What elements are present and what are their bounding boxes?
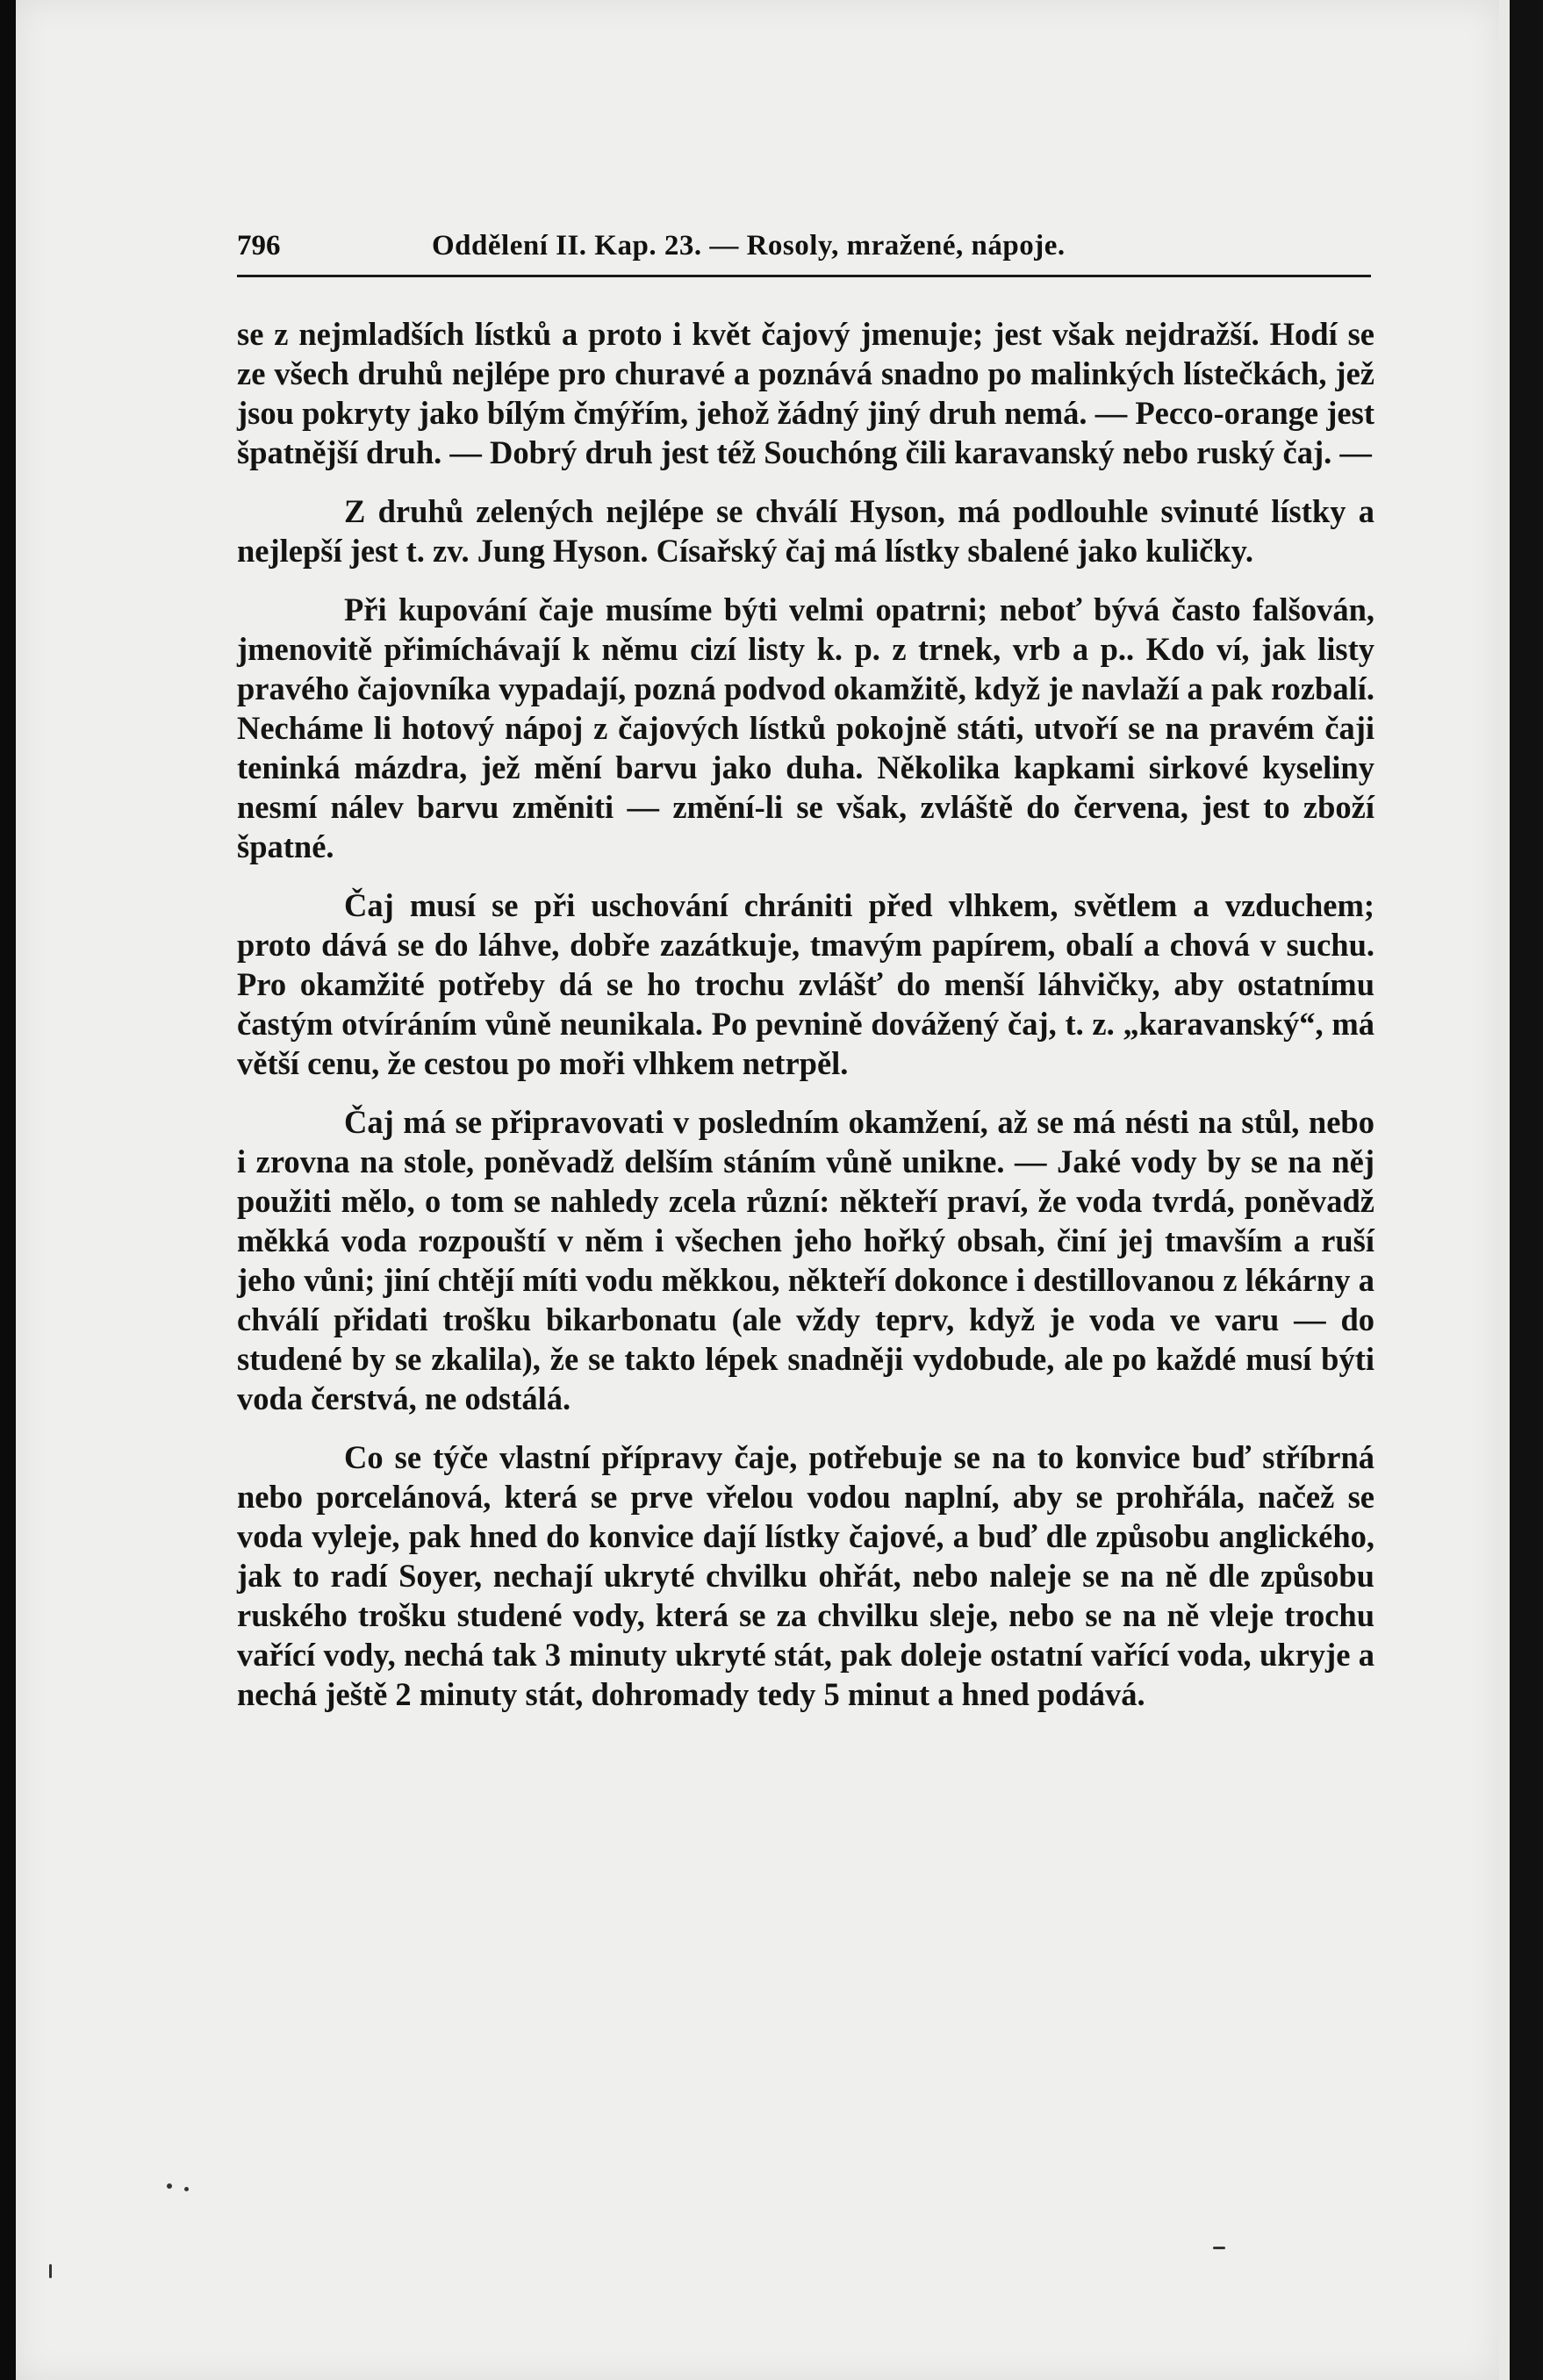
running-title: Oddělení II. Kap. 23. — Rosoly, mražené, nápoje. bbox=[432, 230, 1066, 262]
scan-speck bbox=[184, 2187, 189, 2191]
scan-speck bbox=[1213, 2247, 1225, 2249]
body-text bbox=[237, 314, 1374, 1714]
book-page bbox=[16, 0, 1499, 2380]
paragraph: Čaj musí se při uschování chrániti před vlhkem, světlem a vzduchem; proto dává se do láhve, dobře zazátkuje, tmavým papírem, obalí a chová v suchu. Pro okamžité potřeby dá se ho trochu zvlášť do menší láhvičky, aby ostatnímu častým otvíráním vůně neunikala. Po pevnině dovážený čaj, t. z. „karavanský“, má větší cenu, že cestou po moři vlhkem netrpěl. bbox=[237, 887, 1374, 1081]
scan-speck bbox=[167, 2183, 172, 2189]
paragraph: Co se týče vlastní přípravy čaje, potřebuje se na to konvice buď stříbrná nebo porcelánová, která se prve vřelou vodou naplní, aby se prohřála, načež se voda vyleje, pak hned do konvice dají lístky čajové, a buď dle způsobu anglického, jak to radí Soyer, nechají ukryté chvilku ohřát, nebo naleje se na ně dle způsobu ruského trošku studené vody, která se za chvilku sleje, nebo se na ně vleje trochu vařící vody, nechá tak 3 minuty ukryté stát, pak doleje ostatní vařící voda, ukryje a nechá ještě 2 minuty stát, dohromady tedy 5 minut a hned podává. bbox=[237, 1439, 1374, 1712]
scan-speck bbox=[49, 2264, 52, 2278]
paragraph: Při kupování čaje musíme býti velmi opatrni; neboť bývá často falšován, jmenovitě přimíchávají k němu cizí listy k. p. z trnek, vrb a p.. Kdo ví, jak listy pravého čajovníka vypadají, pozná podvod okamžitě, když je navlaží a pak rozbalí. Necháme li hotový nápoj z čajových lístků pokojně státi, utvoří se na pravém čaji teninká mázdra, jež mění barvu jako duha. Několika kapkami sirkové kyseliny nesmí nálev barvu změniti — změní-li se však, zvláště do červena, jest to zboží špatné. bbox=[237, 591, 1374, 864]
page-number: 796 bbox=[237, 230, 281, 262]
paragraph: Z druhů zelených nejlépe se chválí Hyson, má podlouhle svinuté lístky a nejlepší jest t. zv. Jung Hyson. Císařský čaj má lístky sbalené jako kuličky. bbox=[237, 493, 1374, 569]
page-edge bbox=[1499, 0, 1543, 2380]
running-header bbox=[237, 230, 1369, 274]
paragraph: Čaj má se připravovati v posledním okamžení, až se má nésti na stůl, nebo i zrovna na stole, poněvadž delším stáním vůně unikne. — Jaké vody by se na něj použiti mělo, o tom se nahledy zcela různí: někteří praví, že voda tvrdá, poněvadž měkká voda rozpouští v něm i všechen jeho hořký obsah, činí jej tmavším a ruší jeho vůni; jiní chtějí míti vodu měkkou, někteří dokonce i destillovanou z lékárny a chválí přidati trošku bikarbonatu (ale vždy teprv, když je voda ve varu — do studené by se zkalila), že se takto lépek snadněji vydobude, ale po každé musí býti voda čerstvá, ne odstálá. bbox=[237, 1104, 1374, 1416]
header-rule bbox=[237, 275, 1371, 277]
paragraph: se z nejmladších lístků a proto i květ čajový jmenuje; jest však nejdražší. Hodí se ze všech druhů nejlépe pro churavé a poznává snadno po malinkých lístečkách, jež jsou pokryty jako bílým čmýřím, jehož žádný jiný druh nemá. — Pecco-orange jest špatnější druh. — Dobrý druh jest též Souchóng čili karavanský nebo ruský čaj. — bbox=[237, 316, 1374, 470]
